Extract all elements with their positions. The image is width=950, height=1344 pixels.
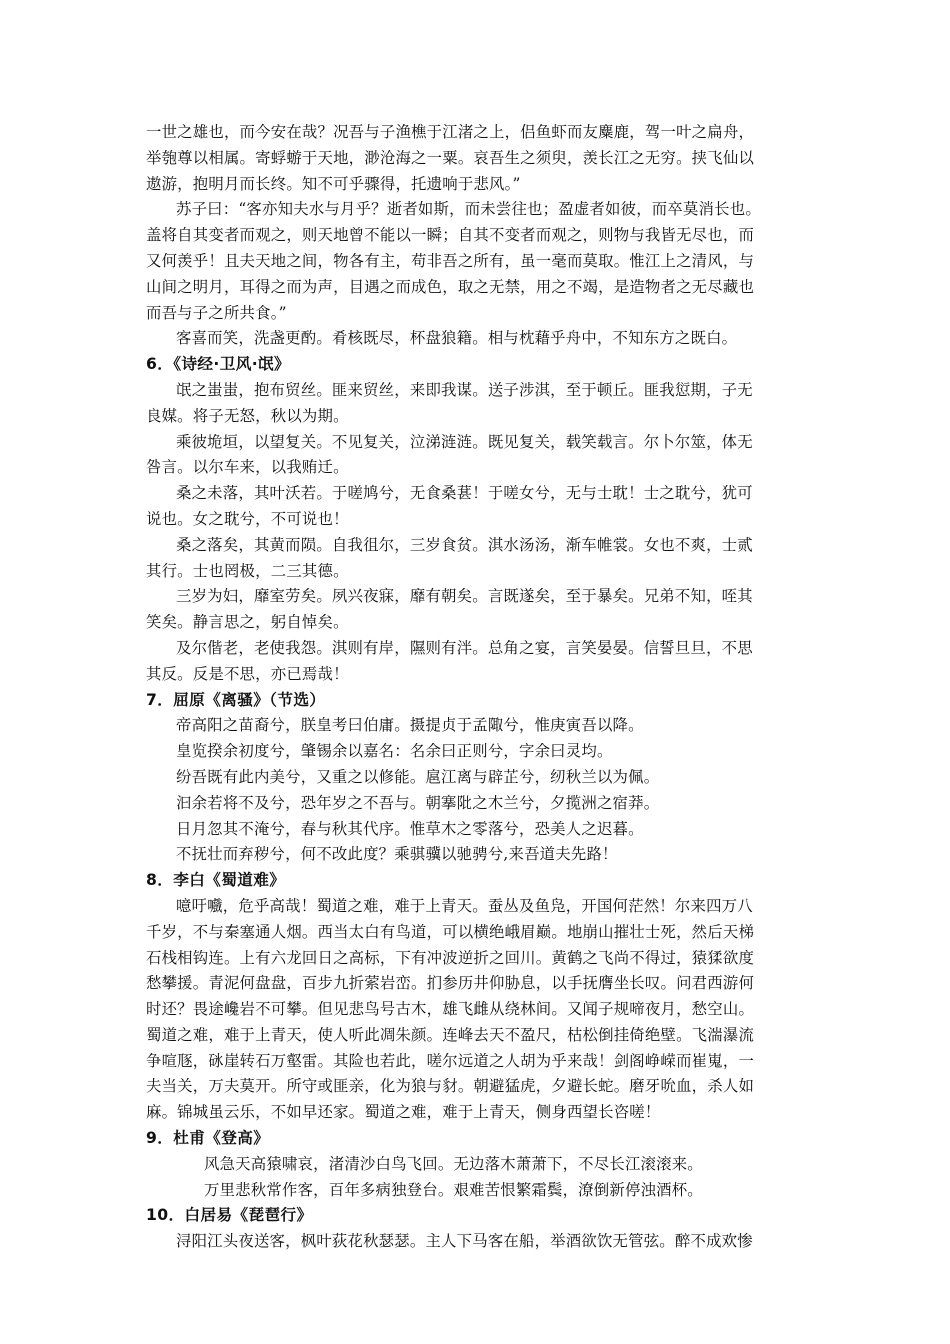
text-line: 帝高阳之苗裔兮，朕皇考曰伯庸。摄提贞于孟陬兮，惟庚寅吾以降。 bbox=[176, 716, 644, 735]
text-line: 遨游，抱明月而长终。知不可乎骤得，托遗响于悲风。” bbox=[146, 174, 521, 193]
text-line: 客喜而笑，洗盏更酌。肴核既尽，杯盘狼籍。相与枕藉乎舟中，不知东方之既白。 bbox=[176, 329, 738, 348]
text-line: 三岁为妇，靡室劳矣。夙兴夜寐，靡有朝矣。言既遂矣，至于暴矣。兄弟不知，咥其 bbox=[176, 587, 753, 606]
section-chibi-fu bbox=[146, 120, 830, 352]
text-line: 咎言。以尔车来，以我贿迁。 bbox=[146, 458, 349, 477]
text-line: 说也。女之耽兮，不可说也！ bbox=[146, 509, 349, 528]
section-denggao bbox=[146, 1126, 830, 1203]
section-lisao bbox=[146, 688, 830, 869]
text-line: 举匏尊以相属。寄蜉蝣于天地，渺沧海之一粟。哀吾生之须臾，羡长江之无穷。挟飞仙以 bbox=[146, 148, 755, 167]
section-pipaxing bbox=[146, 1203, 830, 1255]
text-line: 氓之蚩蚩，抱布贸丝。匪来贸丝，来即我谋。送子涉淇，至于顿丘。匪我愆期，子无 bbox=[176, 380, 753, 399]
text-line: 蜀道之难，难于上青天，使人听此凋朱颜。连峰去天不盈尺，枯松倒挂倚绝壁。飞湍瀑流 bbox=[146, 1025, 755, 1044]
text-line: 又何羡乎！且夫天地之间，物各有主，苟非吾之所有，虽一毫而莫取。惟江上之清风，与 bbox=[146, 251, 755, 270]
text-line: 汩余若将不及兮，恐年岁之不吾与。朝搴阰之木兰兮，夕揽洲之宿莽。 bbox=[176, 793, 660, 812]
text-line: 纷吾既有此内美兮，又重之以修能。扈江离与辟芷兮，纫秋兰以为佩。 bbox=[176, 767, 660, 786]
text-line: 风急天高猿啸哀，渚清沙白鸟飞回。无边落木萧萧下，不尽长江滚滚来。 bbox=[204, 1154, 703, 1173]
text-line: 其反。反是不思，亦已焉哉！ bbox=[146, 664, 349, 683]
text-line: 盖将自其变者而观之，则天地曾不能以一瞬；自其不变者而观之，则物与我皆无尽也，而 bbox=[146, 226, 755, 245]
text-line: 桑之未落，其叶沃若。于嗟鸠兮，无食桑葚！于嗟女兮，无与士耽！士之耽兮，犹可 bbox=[176, 484, 753, 503]
text-line: 其行。士也罔极，二三其德。 bbox=[146, 561, 349, 580]
text-line: 麻。锦城虽云乐，不如早还家。蜀道之难，难于上青天，侧身西望长咨嗟！ bbox=[146, 1103, 661, 1122]
text-line: 万里悲秋常作客，百年多病独登台。艰难苦恨繁霜鬓，潦倒新停浊酒杯。 bbox=[204, 1180, 703, 1199]
section-heading: 10．白居易《琵琶行》 bbox=[146, 1206, 313, 1225]
text-line: 千岁，不与秦塞通人烟。西当太白有鸟道，可以横绝峨眉巅。地崩山摧壮士死，然后天梯 bbox=[146, 922, 755, 941]
text-line: 夫当关，万夫莫开。所守或匪亲，化为狼与豺。朝避猛虎，夕避长蛇。磨牙吮血，杀人如 bbox=[146, 1077, 755, 1096]
text-line: 浔阳江头夜送客，枫叶荻花秋瑟瑟。主人下马客在船，举酒欲饮无管弦。醉不成欢惨 bbox=[176, 1232, 753, 1251]
text-line: 及尔偕老，老使我怨。淇则有岸，隰则有泮。总角之宴，言笑晏晏。信誓旦旦，不思 bbox=[176, 638, 753, 657]
text-line: 皇览揆余初度兮，肇锡余以嘉名：名余曰正则兮，字余曰灵均。 bbox=[176, 742, 613, 761]
text-line: 苏子曰：“客亦知夫水与月乎？逝者如斯，而未尝往也；盈虚者如彼，而卒莫消长也。 bbox=[176, 200, 761, 219]
text-line: 山间之明月，耳得之而为声，目遇之而成色，取之无禁，用之不竭，是造物者之无尽藏也 bbox=[146, 277, 755, 296]
text-line: 时还？畏途巉岩不可攀。但见悲鸟号古木，雄飞雌从绕林间。又闻子规啼夜月，愁空山。 bbox=[146, 1000, 755, 1019]
section-shudaonan bbox=[146, 868, 830, 1126]
section-heading: 9．杜甫《登高》 bbox=[146, 1129, 270, 1148]
text-line: 桑之落矣，其黄而陨。自我徂尔，三岁食贫。淇水汤汤，渐车帷裳。女也不爽，士贰 bbox=[176, 535, 753, 554]
document-page bbox=[146, 120, 830, 1255]
text-line: 石栈相钩连。上有六龙回日之高标，下有冲波逆折之回川。黄鹤之飞尚不得过，猿猱欲度 bbox=[146, 948, 755, 967]
text-line: 日月忽其不淹兮，春与秋其代序。惟草木之零落兮，恐美人之迟暮。 bbox=[176, 819, 644, 838]
text-line: 愁攀援。青泥何盘盘，百步九折萦岩峦。扪参历井仰胁息，以手抚膺坐长叹。问君西游何 bbox=[146, 974, 755, 993]
text-line: 而吾与子之所共食。” bbox=[146, 303, 287, 322]
text-line: 噫吁嚱，危乎高哉！蜀道之难，难于上青天。蚕丛及鱼凫，开国何茫然！尔来四万八 bbox=[176, 896, 753, 915]
text-line: 乘彼垝垣，以望复关。不见复关，泣涕涟涟。既见复关，载笑载言。尔卜尔筮，体无 bbox=[176, 432, 753, 451]
section-heading: 7．屈原《离骚》（节选） bbox=[146, 690, 326, 709]
section-heading: 6．《诗经·卫风·氓》 bbox=[146, 355, 291, 374]
text-line: 不抚壮而弃秽兮，何不改此度？乘骐骥以驰骋兮,来吾道夫先路！ bbox=[176, 845, 618, 864]
text-line: 争喧豗，砯崖转石万壑雷。其险也若此，嗟尔远道之人胡为乎来哉！剑阁峥嵘而崔嵬，一 bbox=[146, 1051, 755, 1070]
section-shijing-mang bbox=[146, 352, 830, 687]
text-line: 良媒。将子无怒，秋以为期。 bbox=[146, 406, 349, 425]
text-line: 一世之雄也，而今安在哉？况吾与子渔樵于江渚之上，侣鱼虾而友麋鹿，驾一叶之扁舟， bbox=[146, 123, 755, 141]
section-heading: 8．李白《蜀道难》 bbox=[146, 871, 286, 890]
text-line: 笑矣。静言思之，躬自悼矣。 bbox=[146, 613, 349, 632]
